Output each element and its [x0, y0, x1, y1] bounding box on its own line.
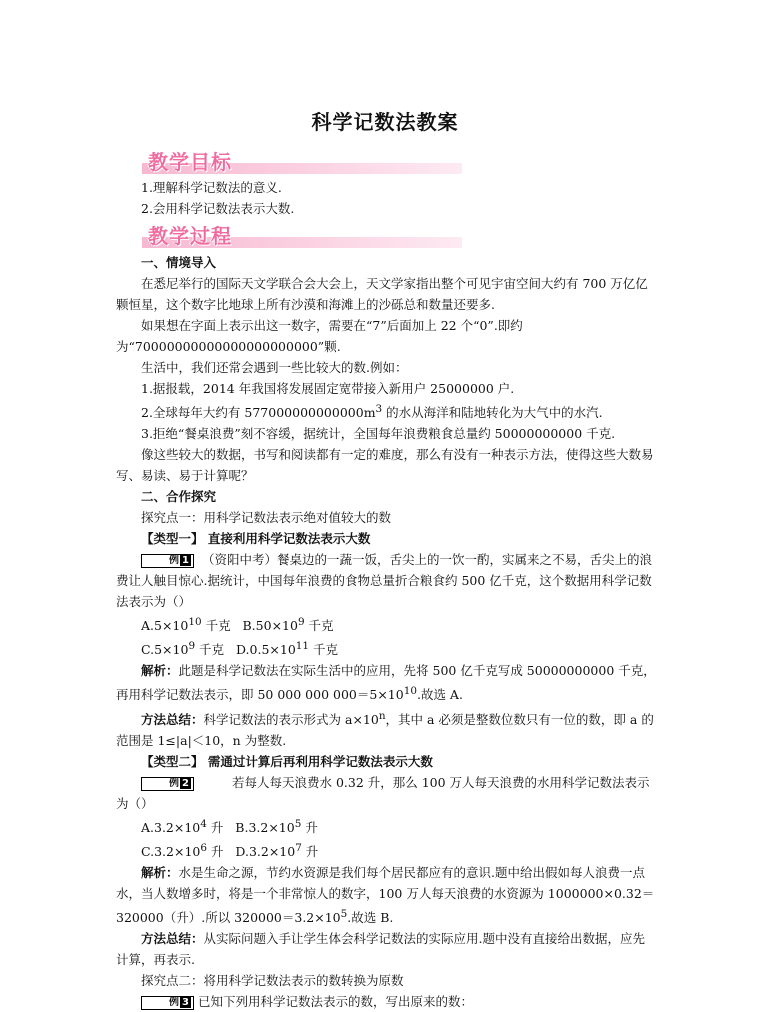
process-body [116, 252, 656, 1012]
paragraph: 像这些较大的数据，书写和阅读都有一定的难度，那么有没有一种表示方法，使得这些大数易写、易读、易于计算呢？ [116, 447, 654, 484]
section-heading: 一、情境导入 [141, 255, 217, 270]
example-1: 例 1 （资阳中考）餐桌边的一蔬一饭，舌尖上的一饮一酌，实属来之不易，舌尖上的浪费让人触目惊心.据统计，中国每年浪费的食物总量折合粮食约 500 亿千克，这个数据用科学记数法表示为（） [116, 552, 652, 610]
example-tag: 例 1 [141, 554, 194, 568]
banner-label: 教学过程 [148, 224, 232, 248]
method-summary: 方法总结：科学记数法的表示形式为 $a\times 10^n$，其中 a 必须是整数位数只有一位的数，即 a 的范围是 1≤|a|＜10，n 为整数. [116, 709, 654, 748]
goals-list [116, 177, 656, 219]
section-banner-process [142, 222, 462, 248]
example-line: 3.拒绝“餐桌浪费”刻不容缓，据统计，全国每年浪费粮食总量约 50000000000 千克. [141, 426, 616, 442]
paragraph: 生活中，我们还常会遇到一些比较大的数.例如： [141, 360, 408, 375]
analysis: 解析：水是生命之源，节约水资源是我们每个居民都应有的意识.题中给出假如每人浪费一点水，当人数增多时，将是一个非常惊人的数字，100 万人每天浪费的水资源为 1000000×0.32＝320000（升）.所以 $320000=3.2\times 10^5$.故选 B. [116, 865, 655, 926]
example-2: 例 2 若每人每天浪费水 0.32 升，那么 100 万人每天浪费的水用科学记数法表示为（） [116, 774, 650, 811]
options-row: $A.5\times 10^{10}$ 千克 $B.50\times 10^9$ 千克 [141, 616, 334, 634]
section-banner-goals [142, 148, 462, 174]
options-row: $C.5\times 10^9$ 千克 $D.0.5\times 10^{11}$ 千克 [141, 640, 339, 658]
method-summary: 方法总结：从实际问题入手让学生体会科学记数法的实际应用.题中没有直接给出数据，应先计算，再表示. [116, 931, 645, 968]
banner-label: 教学目标 [148, 150, 232, 174]
goal-item: 1.理解科学记数法的意义. [141, 180, 282, 195]
section-heading: 二、合作探究 [141, 489, 217, 505]
exploration-point: 探究点一：用科学记数法表示绝对值较大的数 [141, 510, 392, 526]
exploration-point: 探究点二：将用科学记数法表示的数转换为原数 [141, 973, 404, 989]
type-heading: 【类型一】 直接利用科学记数法表示大数 [141, 531, 371, 547]
type-heading: 【类型二】 需通过计算后再利用科学记数法表示大数 [141, 753, 433, 769]
example-3: 例 3 已知下列用科学记数法表示的数，写出原来的数： [116, 991, 656, 1012]
example-tag: 例 3 [141, 996, 194, 1010]
page-title: 科学记数法教案 [311, 110, 459, 134]
goal-item: 2.会用科学记数法表示大数. [141, 201, 295, 216]
options-row: $C.3.2\times 10^6$ 升 $D.3.2\times 10^7$ 升 [141, 841, 319, 860]
analysis: 解析：此题是科学记数法在实际生活中的应用，先将 500 亿千克写成 50000000000 千克，再用科学记数法表示，即 50 000 000 $000=5\times 10^{10}$.故选 A. [116, 663, 656, 703]
example-tag: 例 2 [141, 777, 194, 791]
paragraph: 在悉尼举行的国际天文学联合会大会上，天文学家指出整个可见宇宙空间大约有 700 万亿亿颗恒星，这个数字比地球上所有沙漠和海滩上的沙砾总和数量还要多. [116, 276, 648, 312]
example-line: 2.全球每年大约有 $577000000000000m^3$ 的水从海洋和陆地转化为大气中的水汽. [141, 403, 603, 421]
options-row: $A.3.2\times 10^4$ 升 $B.3.2\times 10^5$ 升 [141, 817, 318, 835]
paragraph: 如果想在字面上表示出这一数字，需要在“7”后面加上 22 个“0”.即约为“70000000000000000000000”颗. [116, 318, 523, 354]
example-line: 1.据报载，2014 年我国将发展固定宽带接入新用户 25000000 户. [141, 381, 515, 396]
